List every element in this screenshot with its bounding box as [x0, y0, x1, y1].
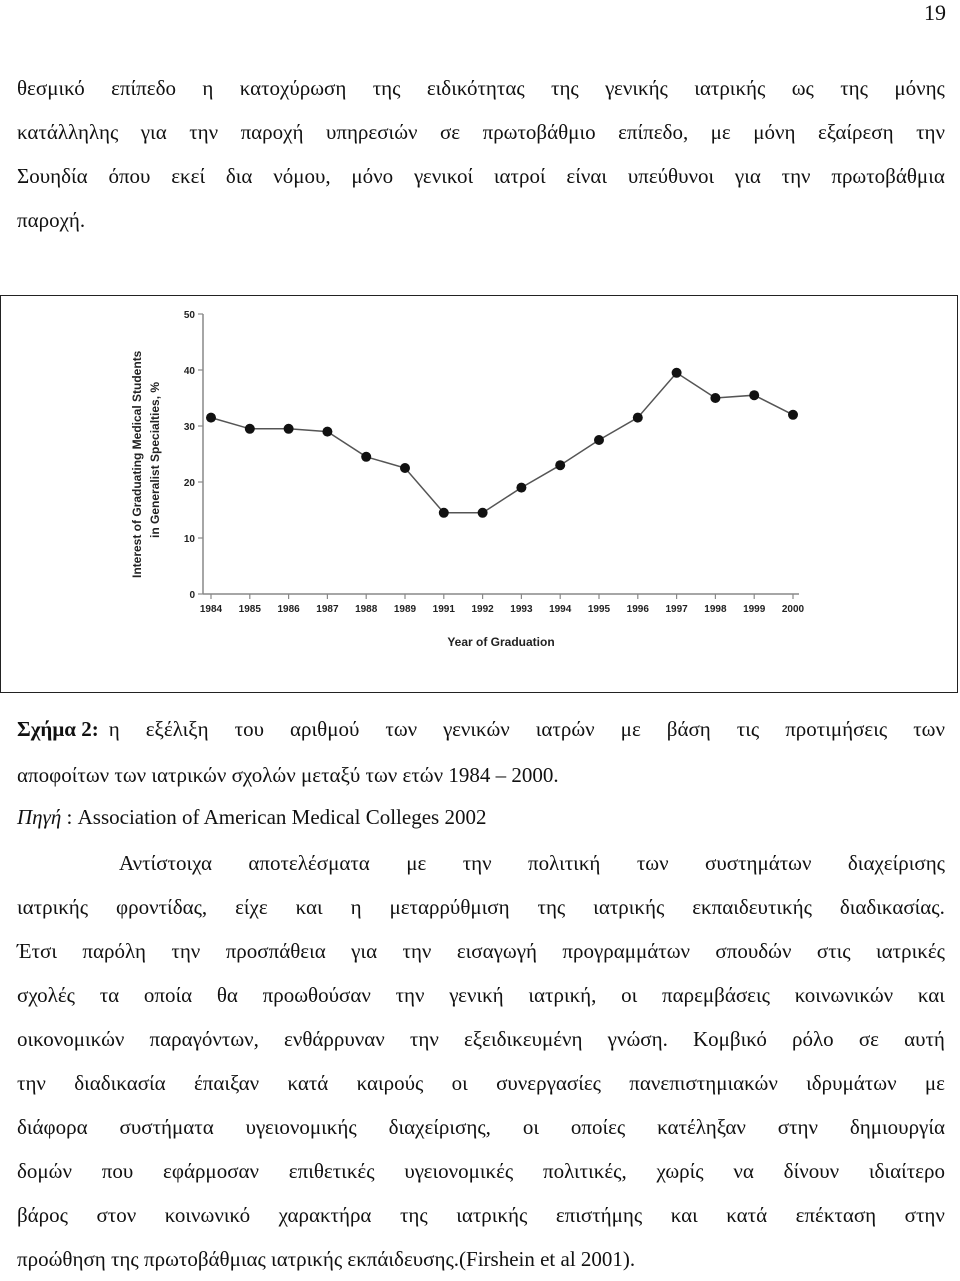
page-number: 19 [924, 0, 946, 25]
word: οποία [143, 983, 193, 1007]
word: ιατρικής [593, 895, 665, 919]
word: των [636, 851, 669, 875]
word: παροχή [240, 120, 304, 144]
word: της [372, 76, 401, 100]
word: διαχείρισης [847, 851, 945, 875]
word: Σουηδία [17, 164, 88, 188]
word: εκπαιδευτικής [692, 895, 812, 919]
x-tick-label: 1996 [626, 604, 649, 615]
y-tick-label: 20 [183, 478, 195, 489]
word: επιστήμης [555, 1203, 643, 1227]
word: επίπεδο [111, 76, 176, 100]
word: με [710, 120, 731, 144]
y-tick-label: 10 [183, 534, 195, 545]
word: στον [96, 1203, 137, 1227]
data-point [400, 463, 410, 473]
data-point [788, 410, 798, 420]
paragraph-2-line [17, 1017, 945, 1061]
word: να [733, 1159, 754, 1183]
word: της [840, 76, 868, 100]
caption-text-2: αποφοίτων των ιατρικών σχολών μεταξύ των ετών 1984 – 2000. [17, 763, 559, 787]
word: παρόλη [82, 939, 146, 963]
figure-caption [17, 712, 945, 834]
x-tick-label: 1986 [277, 604, 300, 615]
word: εισαγωγή [456, 939, 537, 963]
word: υγειονομικής [245, 1115, 357, 1139]
word: οικονομικών [17, 1027, 125, 1051]
word: παραγόντων, [149, 1027, 259, 1051]
word: τα [99, 983, 120, 1007]
word: για [734, 164, 761, 188]
data-point [749, 390, 759, 400]
x-tick-label: 1984 [199, 604, 223, 615]
word: συστημάτων [705, 851, 812, 875]
word: χωρίς [656, 1159, 704, 1183]
figure-frame [0, 295, 958, 693]
caption-label: Σχήμα 2: [17, 717, 99, 741]
source-label: Πηγή [17, 805, 62, 829]
word: μόνης [894, 76, 945, 100]
paragraph-1-line [17, 110, 945, 154]
word: έπαιξαν [193, 1071, 260, 1095]
paragraph-2-line [17, 1105, 945, 1149]
word: κοινωνικό [164, 1203, 251, 1227]
word: εξαίρεση [817, 120, 894, 144]
word: αποτελέσματα [248, 851, 370, 875]
x-tick-label: 1997 [665, 604, 688, 615]
y-tick-label: 50 [183, 310, 195, 321]
y-tick-label: 40 [183, 366, 195, 377]
paragraph-2-line [17, 841, 945, 885]
data-point [322, 427, 332, 437]
word: οι [522, 1115, 539, 1139]
data-point [478, 508, 488, 518]
word: στην [777, 1115, 818, 1139]
word: υπεύθυνοι [627, 164, 715, 188]
word: διαχείρισης, [388, 1115, 491, 1139]
word: οποίες [570, 1115, 626, 1139]
paragraph-2-line [17, 929, 945, 973]
word: θα [216, 983, 238, 1007]
source-text: : Association of American Medical Colleges 2002 [61, 805, 487, 829]
word: πανεπιστημιακών [629, 1071, 778, 1095]
word: γενικοί [413, 164, 474, 188]
word: πρωτοβάθμια [831, 164, 945, 188]
word: προσπάθεια [225, 939, 326, 963]
y-tick-label: 0 [189, 590, 195, 601]
word: συνεργασίες [496, 1071, 601, 1095]
word: δια [225, 164, 253, 188]
word: κοινωνικών [794, 983, 894, 1007]
word: χαρακτήρα [278, 1203, 372, 1227]
caption-line-1 [17, 712, 945, 746]
word: ως [791, 76, 814, 100]
word: και [917, 983, 945, 1007]
word: διαδικασία [74, 1071, 166, 1095]
word: δίνουν [783, 1159, 840, 1183]
word: είχε [235, 895, 268, 919]
word: οι [451, 1071, 468, 1095]
data-point [206, 413, 216, 423]
data-point [672, 368, 682, 378]
x-tick-label: 1988 [355, 604, 378, 615]
x-tick-label: 1995 [587, 604, 611, 615]
word: της [399, 1203, 428, 1227]
word: συστήματα [119, 1115, 214, 1139]
word: οι [621, 983, 638, 1007]
word: την [916, 120, 945, 144]
word: σε [439, 120, 461, 144]
word: εκεί [171, 164, 206, 188]
paragraph-2-line [17, 885, 945, 929]
word: γενικής [605, 76, 668, 100]
data-point [555, 460, 565, 470]
word: με [924, 1071, 945, 1095]
word: επιθετικές [288, 1159, 375, 1183]
data-point [284, 424, 294, 434]
paragraph-2-line [17, 1149, 945, 1193]
word: της [537, 895, 566, 919]
y-tick-label: 30 [183, 422, 195, 433]
word: δημιουργία [849, 1115, 945, 1139]
word: βάρος [17, 1203, 68, 1227]
word: κατάλληλης [17, 120, 119, 144]
word: επέκταση [795, 1203, 877, 1227]
word: θεσμικό [17, 76, 85, 100]
paragraph-1-line [17, 66, 945, 110]
word: ιατροί [493, 164, 546, 188]
word: παρεμβάσεις [662, 983, 770, 1007]
word: την [781, 164, 811, 188]
word: την [171, 939, 201, 963]
word: καιρούς [356, 1071, 424, 1095]
word: σπουδών [715, 939, 792, 963]
x-tick-label: 1989 [393, 604, 417, 615]
word: και [295, 895, 323, 919]
series-line [211, 373, 793, 513]
word: την [462, 851, 492, 875]
word: επίπεδο, [618, 120, 689, 144]
word: διάφορα [17, 1115, 88, 1139]
word: ιατρικές [876, 939, 945, 963]
word: για [351, 939, 378, 963]
word: την [395, 983, 425, 1007]
paragraph-1-line: παροχή. [17, 208, 86, 232]
word: κατά [287, 1071, 329, 1095]
data-point [245, 424, 255, 434]
x-tick-label: 1985 [238, 604, 261, 615]
paragraph-2-line [17, 1193, 945, 1237]
word: υπηρεσιών [325, 120, 418, 144]
y-axis-title [130, 350, 162, 578]
paragraph-2-line [17, 973, 945, 1017]
word: την [402, 939, 432, 963]
word: με [406, 851, 427, 875]
word: ιατρικής [17, 895, 89, 919]
data-point [710, 393, 720, 403]
word: σχολές [17, 983, 75, 1007]
y-axis-title-line2: in Generalist Specialties, % [148, 381, 162, 538]
word: ιδρυμάτων [806, 1071, 897, 1095]
word: προωθούσαν [262, 983, 371, 1007]
word: πρωτοβάθμιο [482, 120, 596, 144]
word: πολιτική [528, 851, 601, 875]
x-tick-label: 1999 [743, 604, 766, 615]
word: κατά [726, 1203, 768, 1227]
word: ιατρικής [694, 76, 766, 100]
word: μόνη [753, 120, 796, 144]
word: ιατρική, [528, 983, 597, 1007]
word: αυτή [904, 1027, 945, 1051]
y-axis-title-line1: Interest of Graduating Medical Students [130, 350, 144, 578]
caption-text-1: η εξέλιξη του αριθμού των γενικών ιατρών με βάση τις προτιμήσεις των [108, 717, 945, 741]
word: Έτσι [17, 939, 57, 963]
word: ενθάρρυναν [284, 1027, 385, 1051]
x-tick-label: 1994 [549, 604, 572, 615]
word: υγειονομικές [404, 1159, 514, 1183]
x-tick-label: 2000 [781, 604, 805, 615]
word: όπου [108, 164, 151, 188]
word: γνώση. [607, 1027, 668, 1051]
word: κατέληξαν [657, 1115, 746, 1139]
paragraph-1 [17, 66, 945, 242]
data-point [594, 435, 604, 445]
word: Αντίστοιχα [119, 851, 212, 875]
word: δομών [17, 1159, 72, 1183]
word: την [409, 1027, 439, 1051]
word: και [670, 1203, 698, 1227]
word: εφάρμοσαν [163, 1159, 260, 1183]
x-tick-label: 1991 [432, 604, 455, 615]
figure-source [17, 800, 945, 834]
word: ιατρικής [456, 1203, 528, 1227]
word: στην [904, 1203, 945, 1227]
data-point [439, 508, 449, 518]
word: μόνο [351, 164, 394, 188]
x-tick-label: 1993 [510, 604, 533, 615]
word: ρόλο [792, 1027, 834, 1051]
paragraph-2 [17, 841, 945, 1281]
data-point [361, 452, 371, 462]
word: εξειδικευμένη [463, 1027, 583, 1051]
word: ειδικότητας [426, 76, 525, 100]
word: της [551, 76, 579, 100]
word: νόμου, [273, 164, 331, 188]
word: σε [858, 1027, 879, 1051]
word: ιδιαίτερο [868, 1159, 945, 1183]
data-point [633, 413, 643, 423]
word: γενική [449, 983, 504, 1007]
word: μεταρρύθμιση [389, 895, 510, 919]
word: Κομβικό [692, 1027, 767, 1051]
word: την [17, 1071, 46, 1095]
word: η [350, 895, 362, 919]
word: διαδικασίας. [839, 895, 945, 919]
paragraph-2-line [17, 1061, 945, 1105]
x-tick-label: 1987 [316, 604, 339, 615]
word: την [189, 120, 219, 144]
paragraph-1-line [17, 154, 945, 198]
line-chart [111, 296, 831, 692]
word: πολιτικές, [543, 1159, 627, 1183]
word: προγραμμάτων [562, 939, 691, 963]
word: είναι [566, 164, 608, 188]
paragraph-2-line: προώθηση της πρωτοβάθμιας ιατρικής εκπάιδευσης.(Firshein et al 2001). [17, 1247, 636, 1271]
data-point [516, 483, 526, 493]
x-axis-title: Year of Graduation [447, 635, 555, 649]
word: για [140, 120, 167, 144]
word: στις [816, 939, 851, 963]
word: φροντίδας, [116, 895, 208, 919]
word: η [202, 76, 214, 100]
x-tick-label: 1992 [471, 604, 494, 615]
word: που [101, 1159, 134, 1183]
word: κατοχύρωση [239, 76, 347, 100]
x-tick-label: 1998 [704, 604, 727, 615]
